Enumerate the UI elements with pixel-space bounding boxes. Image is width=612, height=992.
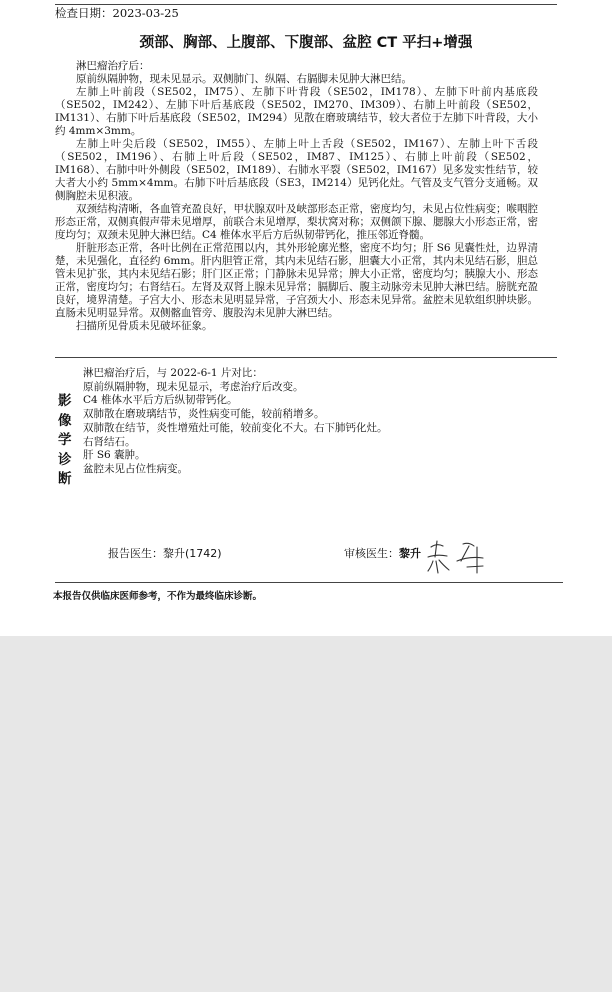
findings-paragraph: 肝脏形态正常，各叶比例在正常范围以内，其外形轮廓光整，密度不均匀；肝 S6 见囊性灶，边界清楚，未见强化，直径约 6mm。肝内胆管正常，其内未见结石影，胆囊大小正常，其内未见结石影，胆总管未见扩张，其内未见结石影；肝门区正常；门静脉未见异常；脾大小正常，密度均匀；胰腺大小、形态正常，密度均匀；右肾结石。左肾及双肾上腺未见异常；膈脚后、腹主动脉旁未见肿大淋巴结。膀胱充盈良好，境界清楚。子宫大小、形态未见明显异常，子宫颈大小、形态未见异常。盆腔未见软组织肿块影。直肠未见明显异常。双侧髂血管旁、腹股沟未见肿大淋巴结。 (55, 242, 538, 319)
impression-line: 原前纵隔肿物，现未见显示，考虑治疗后改变。 (83, 380, 304, 393)
reporting-doctor: 报告医生：黎升(1742) (108, 547, 222, 560)
reviewer-label: 审核医生： (344, 547, 399, 560)
exam-date: 检查日期：2023-03-25 (55, 6, 179, 20)
impression-line: 双肺散在磨玻璃结节，炎性病变可能，较前稍增多。 (83, 408, 325, 421)
findings-paragraph: 左肺上叶尖后段（SE502，IM55）、左肺上叶上舌段（SE502，IM167）、左肺上叶下舌段（SE502，IM196）、右肺上叶后段（SE502，IM87、IM125）、右肺上叶前段（SE502，IM168）、右肺中叶外侧段（SE502，IM189）、右肺水平裂（SE502，IM167）见多发实性结节，较大者大小约 5mm×4mm。右肺下叶后基底段（SE3，IM214）见钙化灶。气管及支气管分支通畅。双侧胸腔未见积液。 (55, 138, 538, 202)
findings-paragraph: 左肺上叶前段（SE502，IM75）、左肺下叶背段（SE502，IM178）、左肺下叶前内基底段（SE502，IM242）、左肺下叶后基底段（SE502，IM270、IM309）、右肺上叶前段（SE502，IM131）、右肺下叶后基底段（SE502，IM294）见散在磨玻璃结节，较大者位于左肺下叶背段，大小约 4mm×3mm。 (55, 86, 538, 137)
footer-divider (55, 582, 563, 583)
disclaimer: 本报告仅供临床医师参考，不作为最终临床诊断。 (53, 591, 263, 602)
impression-line: 淋巴瘤治疗后，与 2022-6-1 片对比： (83, 367, 263, 379)
findings-paragraph: 原前纵隔肿物，现未见显示。双侧肺门、纵隔、右膈脚未见肿大淋巴结。 (76, 73, 412, 85)
impression-label-char: 影 (58, 393, 72, 409)
impression-line: 双肺散在结节，炎性增殖灶可能，较前变化不大。右下肺钙化灶。 (83, 421, 388, 434)
reviewing-doctor (344, 545, 421, 561)
findings-paragraph: 双颈结构清晰，各血管充盈良好，甲状腺双叶及峡部形态正常，密度均匀，未见占位性病变；喉咽腔形态正常，双侧真假声带未见增厚，前联合未见增厚，梨状窝对称；双侧颌下腺、腮腺大小形态正常，密度均匀；双颈未见肿大淋巴结。C4 椎体水平后方后纵韧带钙化，推压邻近脊髓。 (55, 203, 538, 241)
section-divider (55, 357, 557, 358)
handwritten-signature (425, 537, 493, 577)
findings-paragraph: 扫描所见骨质未见破坏征象。 (76, 320, 213, 332)
reviewer-name: 黎升 (399, 547, 421, 560)
impression-line: 肝 S6 囊肿。 (83, 449, 146, 462)
impression-line: C4 椎体水平后方后纵韧带钙化。 (83, 394, 238, 407)
impression-label-char: 学 (58, 432, 72, 448)
impression-label (58, 392, 76, 490)
report-title: 颈部、胸部、上腹部、下腹部、盆腔 CT 平扫+增强 (139, 35, 473, 51)
impression-line: 右肾结石。 (83, 435, 136, 448)
findings-section (55, 60, 538, 348)
impression-label-char: 断 (58, 471, 72, 487)
impression-label-char: 诊 (58, 451, 72, 468)
impression-section (83, 367, 543, 477)
impression-line: 盆腔未见占位性病变。 (83, 462, 188, 475)
findings-paragraph: 淋巴瘤治疗后： (76, 60, 150, 72)
impression-label-char: 像 (58, 412, 72, 429)
